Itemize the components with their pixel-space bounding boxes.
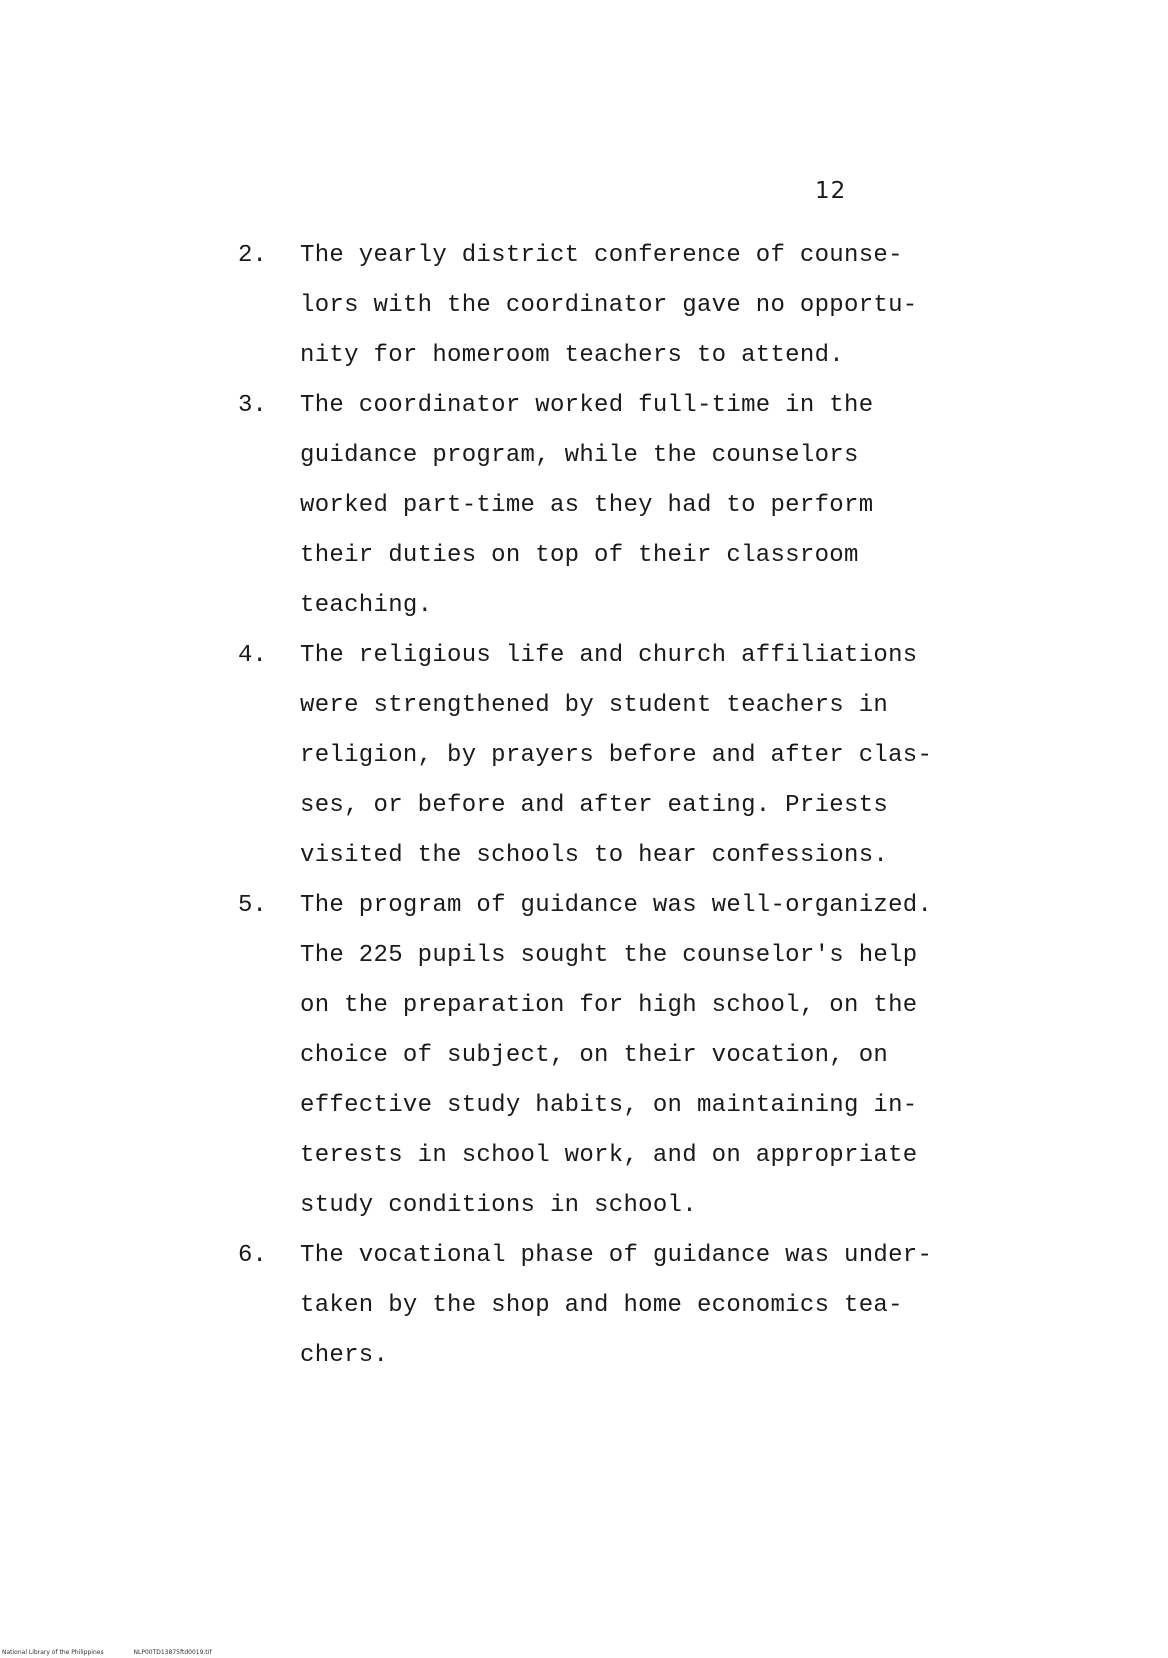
item-number: 2. <box>238 242 267 269</box>
text-line: lors with the coordinator gave no opportu- <box>300 292 918 319</box>
scan-filename: NLP00TD13875ftd0019.tif <box>133 1649 212 1656</box>
text-line: guidance program, while the counselors <box>300 442 859 469</box>
text-line: taken by the shop and home economics tea- <box>300 1292 903 1319</box>
scan-footer <box>2 1649 211 1656</box>
item-number: 5. <box>238 892 267 919</box>
text-line: teaching. <box>300 592 433 619</box>
text-line: visited the schools to hear confessions. <box>300 842 889 869</box>
text-line: study conditions in school. <box>300 1192 697 1219</box>
list-item <box>238 231 938 381</box>
text-line: worked part-time as they had to perform <box>300 492 874 519</box>
item-number: 3. <box>238 392 267 419</box>
text-line: their duties on top of their classroom <box>300 542 859 569</box>
text-line: choice of subject, on their vocation, on <box>300 1042 889 1069</box>
list-item <box>238 631 938 881</box>
text-line: The religious life and church affiliations <box>300 642 918 669</box>
text-line: The 225 pupils sought the counselor's help <box>300 942 918 969</box>
list-item <box>238 1231 938 1381</box>
text-line: The yearly district conference of counse- <box>300 242 903 269</box>
text-line: were strengthened by student teachers in <box>300 692 889 719</box>
text-line: The vocational phase of guidance was under- <box>300 1242 933 1269</box>
page-number: 12 <box>815 178 847 204</box>
text-line: The program of guidance was well-organized. <box>300 892 933 919</box>
item-number: 6. <box>238 1242 267 1269</box>
text-line: The coordinator worked full-time in the <box>300 392 874 419</box>
list-item <box>238 881 938 1231</box>
item-number: 4. <box>238 642 267 669</box>
text-line: religion, by prayers before and after clas- <box>300 742 933 769</box>
library-credit: National Library of the Philippines <box>2 1649 104 1656</box>
text-line: nity for homeroom teachers to attend. <box>300 342 844 369</box>
text-line: chers. <box>300 1342 389 1369</box>
text-line: terests in school work, and on appropriate <box>300 1142 918 1169</box>
text-line: ses, or before and after eating. Priests <box>300 792 889 819</box>
text-line: effective study habits, on maintaining in- <box>300 1092 918 1119</box>
text-line: on the preparation for high school, on the <box>300 992 918 1019</box>
list-item <box>238 381 938 631</box>
findings-list <box>238 231 938 1381</box>
